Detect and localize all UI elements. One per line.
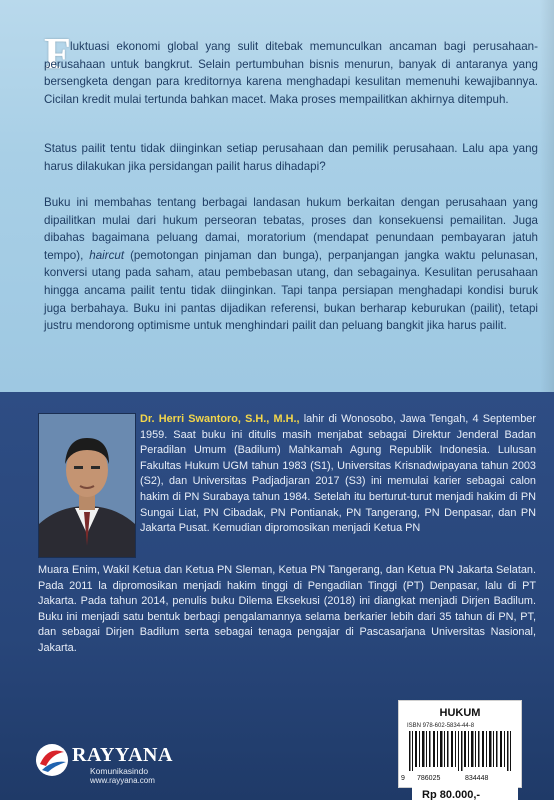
publisher-logo (34, 738, 204, 784)
author-name: Dr. Herri Swantoro, S.H., M.H., (140, 413, 300, 425)
author-bio-text-bottom: Muara Enim, Wakil Ketua dan Ketua PN Sleman, Ketua PN Tangerang, dan Ketua PN Jakarta Selatan. Pada 2011 la dipromosikan menjadi hakim tinggi di Pengadilan Tinggi (PT) Denpasar, lalu di PT Jakarta. Pada tahun 2014, penulis buku Dilema Eksekusi (2018) ini diangkat menjadi Dirjen Badilum. Buku ini menjadi satu bentuk berbagi pengalamannya selama berkarier lebih dari 35 tahun di PN, PT, dan sebagai Dirjen Badilum serta sebagai tenaga pengajar di Pascasarjana Universitas Nasional, Jakarta. (38, 564, 536, 654)
author-portrait-illustration (39, 414, 135, 557)
blurb-paragraph-1-text: luktuasi ekonomi global yang sulit ditebak memunculkan ancaman bagi perusahaan-perusahaan untuk bangkrut. Selain pertumbuhan bisnis menurun, banyak di antaranya yang bersengketa dengan para kreditornya karena menghadapi kesulitan memenuhi kewajibannya. Cicilan kredit mulai tertunda bahkan macet. Maka proses mempailitkan akhirnya ditempuh. (44, 40, 538, 106)
barcode-label (398, 700, 522, 788)
blurb-paragraph-3-part-a: Buku ini membahas tentang berbagai landasan hukum berkaitan dengan perusahaan yang dipailitkan mulai dari hukum perseoran tebatas, proses dan konsekuensi pemailitan. Juga dibahas bagaimana peluang damai, moratorium (mendapat penundaan pembayaran jatuh tempo), (44, 196, 538, 262)
author-bio-bottom (38, 563, 536, 657)
drop-cap-letter: F (44, 29, 71, 78)
barcode-digits-right: 834448 (465, 775, 489, 782)
blurb-paragraph-2 (44, 140, 538, 175)
barcode-digits-middle: 786025 (417, 775, 441, 782)
price-sticker: Rp 80.000,- (412, 786, 518, 800)
blurb-paragraph-1 (44, 38, 538, 108)
publisher-url: www.rayyana.com (90, 776, 155, 785)
publisher-emblem-icon (34, 742, 70, 778)
blurb-paragraph-3 (44, 194, 538, 335)
category-label: HUKUM (439, 707, 481, 719)
author-bio-top (140, 412, 536, 537)
author-photo (38, 413, 136, 558)
isbn-text: ISBN 978-602-5834-44-8 (407, 723, 475, 729)
author-bio-text-top: lahir di Wonosobo, Jawa Tengah, 4 September 1959. Saat buku ini ditulis masih menjabat sebagai Direktur Jenderal Badan Peradilan Umum (Badilum) Mahkamah Agung Republik Indonesia. Lulusan Fakultas Hukum UGM tahun 1983 (S1), Universitas Krisnadwipayana tahun 2003 (S2), dan Universitas Padjadjaran 2017 (S3) ini memulai karier sebagai calon hakim di PN Surabaya tahun 1984. Setelah itu berturut-turut menjadi hakim di PN Sungai Liat, PN Cibadak, PN Pontianak, PN Tangerang, PN Denpasar, dan PN Jakarta Pusat. Kemudian dipromosikan menjadi Ketua PN (140, 413, 536, 535)
barcode-digit-left: 9 (401, 775, 405, 782)
blurb-paragraph-2-text: Status pailit tentu tidak diinginkan setiap perusahaan dan pemilik perusahaan. Lalu apa yang harus dilakukan jika persidangan pailit harus dihadapi? (44, 142, 538, 173)
blurb-italic-term: haircut (89, 248, 125, 262)
barcode-bars (409, 731, 511, 771)
blurb-paragraph-3-part-b: (pemotongan pinjaman dan bunga), perpanjangan jangka waktu pelunasan, konversi utang pada saham, atau pembebasan utang, dan sebagainya. Kesulitan perusahaan hingga ancama pailit tentu tidak diinginkan. Tapi tanpa persiapan menghadapi kondisi buruk juga berbahaya. Buku ini pantas dijadikan referensi, bukan berharap keburukan (pailit), tetapi justru mendorong optimisme untuk menghindari pailit dan peluang bangkit jika harus pailit. (44, 248, 538, 333)
publisher-subtitle: Komunikasindo (90, 766, 149, 776)
publisher-name: RAYYANA (72, 744, 173, 766)
